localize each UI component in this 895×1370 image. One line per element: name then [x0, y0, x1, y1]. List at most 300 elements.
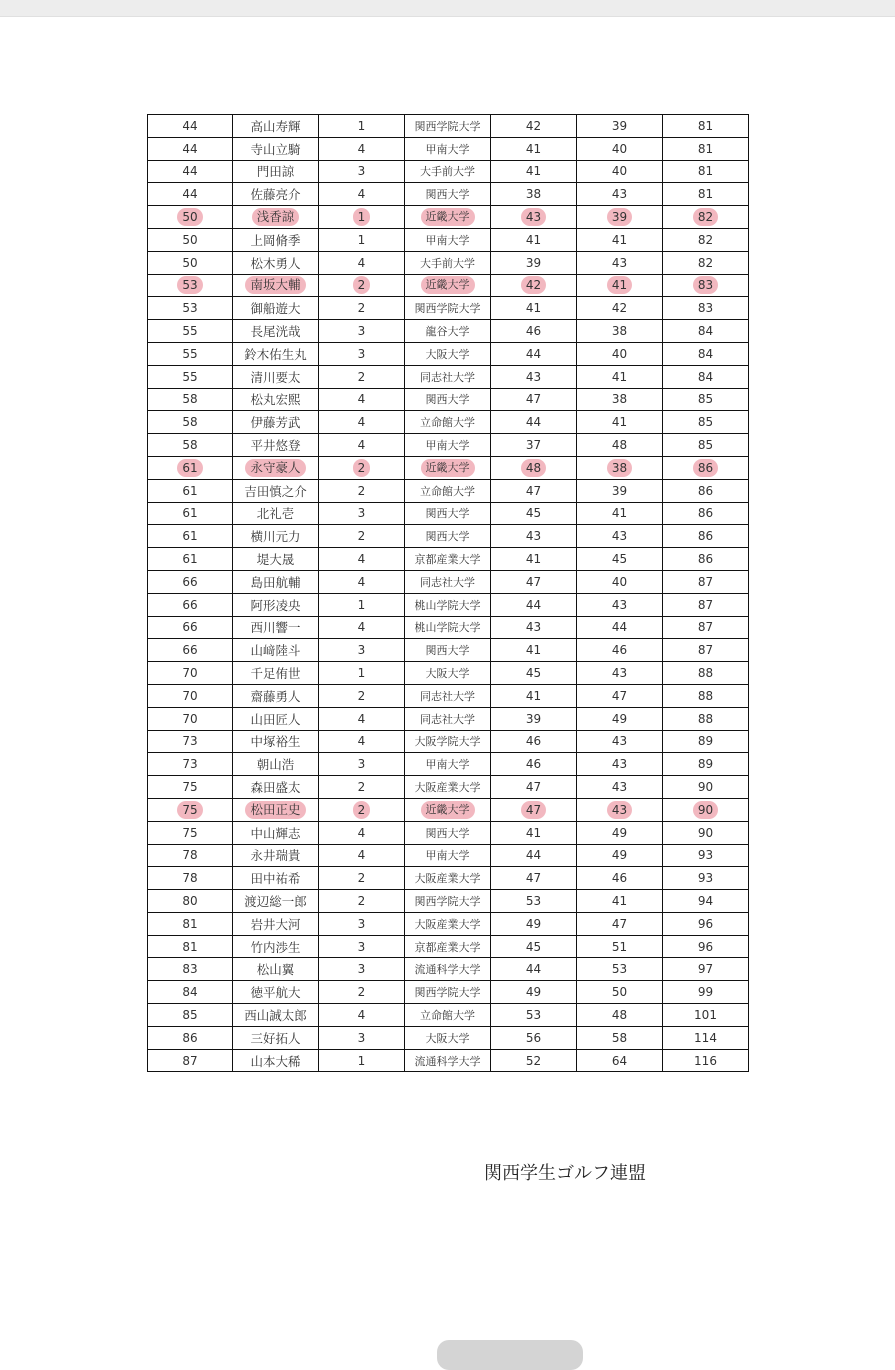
in-score-cell: 43	[577, 525, 663, 548]
school-cell: 立命館大学	[405, 1004, 491, 1027]
rank-cell: 78	[148, 867, 233, 890]
rank-cell: 50	[148, 228, 233, 251]
grade-cell: 4	[319, 548, 405, 571]
grade-cell: 4	[319, 434, 405, 457]
table-row	[148, 502, 749, 525]
highlight-marker: 75	[177, 801, 202, 819]
table-row	[148, 228, 749, 251]
grade-cell: 3	[319, 320, 405, 343]
highlight-marker: 48	[521, 459, 546, 477]
grade-cell: 4	[319, 570, 405, 593]
school-cell: 同志社大学	[405, 570, 491, 593]
grade-cell: 3	[319, 958, 405, 981]
table-row	[148, 320, 749, 343]
grade-cell: 2	[319, 867, 405, 890]
in-score-cell: 38	[577, 388, 663, 411]
school-cell: 関西大学	[405, 821, 491, 844]
highlight-marker: 近畿大学	[421, 459, 475, 477]
player-name-cell: 渡辺総一郎	[233, 890, 319, 913]
rank-cell: 58	[148, 388, 233, 411]
rank-cell: 66	[148, 616, 233, 639]
total-score-cell: 90	[663, 821, 749, 844]
school-cell: 関西大学	[405, 639, 491, 662]
school-cell: 龍谷大学	[405, 320, 491, 343]
table-row	[148, 411, 749, 434]
rank-cell: 44	[148, 137, 233, 160]
in-score-cell: 40	[577, 137, 663, 160]
in-score-cell: 58	[577, 1026, 663, 1049]
player-name-cell	[233, 456, 319, 479]
in-score-cell: 42	[577, 297, 663, 320]
out-score-cell: 47	[491, 867, 577, 890]
in-score-cell: 40	[577, 342, 663, 365]
rank-cell: 84	[148, 981, 233, 1004]
player-name-cell: 門田諒	[233, 160, 319, 183]
player-name-cell: 岩井大河	[233, 912, 319, 935]
in-score-cell: 46	[577, 867, 663, 890]
grade-cell: 2	[319, 479, 405, 502]
total-score-cell: 86	[663, 502, 749, 525]
player-name-cell: 横川元力	[233, 525, 319, 548]
grade-cell	[319, 274, 405, 297]
total-score-cell: 89	[663, 730, 749, 753]
out-score-cell: 44	[491, 342, 577, 365]
school-cell: 関西大学	[405, 502, 491, 525]
rank-cell: 75	[148, 821, 233, 844]
player-name-cell: 三好拓人	[233, 1026, 319, 1049]
table-row	[148, 342, 749, 365]
rank-cell: 85	[148, 1004, 233, 1027]
table-row	[148, 160, 749, 183]
highlight-marker: 永守豪人	[245, 459, 305, 477]
rank-cell	[148, 206, 233, 229]
highlight-marker: 1	[353, 208, 371, 226]
table-row	[148, 912, 749, 935]
table-row	[148, 639, 749, 662]
out-score-cell: 47	[491, 570, 577, 593]
grade-cell: 4	[319, 821, 405, 844]
player-name-cell: 佐藤亮介	[233, 183, 319, 206]
in-score-cell: 40	[577, 570, 663, 593]
player-name-cell: 中山輝志	[233, 821, 319, 844]
total-score-cell: 94	[663, 890, 749, 913]
player-name-cell: 高山寿輝	[233, 115, 319, 138]
out-score-cell: 44	[491, 844, 577, 867]
rank-cell: 53	[148, 297, 233, 320]
in-score-cell: 51	[577, 935, 663, 958]
in-score-cell: 43	[577, 753, 663, 776]
in-score-cell: 40	[577, 160, 663, 183]
school-cell: 大阪産業大学	[405, 912, 491, 935]
in-score-cell: 53	[577, 958, 663, 981]
school-cell: 甲南大学	[405, 844, 491, 867]
total-score-cell: 81	[663, 160, 749, 183]
rank-cell: 55	[148, 365, 233, 388]
table-row	[148, 935, 749, 958]
results-table-body	[148, 115, 749, 1072]
grade-cell: 3	[319, 502, 405, 525]
in-score-cell: 41	[577, 365, 663, 388]
out-score-cell: 46	[491, 320, 577, 343]
grade-cell	[319, 206, 405, 229]
player-name-cell: 堤大晟	[233, 548, 319, 571]
table-row-highlighted	[148, 274, 749, 297]
rank-cell: 44	[148, 160, 233, 183]
highlight-marker: 近畿大学	[421, 276, 475, 294]
in-score-cell: 43	[577, 183, 663, 206]
total-score-cell: 81	[663, 115, 749, 138]
rank-cell: 44	[148, 183, 233, 206]
total-score-cell: 85	[663, 388, 749, 411]
school-cell: 立命館大学	[405, 411, 491, 434]
total-score-cell: 99	[663, 981, 749, 1004]
total-score-cell: 83	[663, 297, 749, 320]
table-row-highlighted	[148, 456, 749, 479]
player-name-cell: 西川響一	[233, 616, 319, 639]
grade-cell: 3	[319, 935, 405, 958]
highlight-marker: 47	[521, 801, 546, 819]
total-score-cell: 101	[663, 1004, 749, 1027]
total-score-cell: 81	[663, 137, 749, 160]
school-cell: 大手前大学	[405, 251, 491, 274]
total-score-cell: 86	[663, 479, 749, 502]
school-cell: 関西学院大学	[405, 981, 491, 1004]
total-score-cell: 81	[663, 183, 749, 206]
grade-cell: 2	[319, 776, 405, 799]
total-score-cell: 88	[663, 662, 749, 685]
grade-cell: 4	[319, 730, 405, 753]
highlight-marker: 90	[693, 801, 718, 819]
player-name-cell: 島田航輔	[233, 570, 319, 593]
out-score-cell: 43	[491, 365, 577, 388]
rank-cell: 81	[148, 935, 233, 958]
rank-cell	[148, 274, 233, 297]
grade-cell: 4	[319, 844, 405, 867]
out-score-cell: 41	[491, 297, 577, 320]
total-score-cell: 86	[663, 525, 749, 548]
table-row	[148, 662, 749, 685]
total-score-cell: 93	[663, 844, 749, 867]
table-row	[148, 1026, 749, 1049]
rank-cell	[148, 798, 233, 821]
school-cell: 甲南大学	[405, 137, 491, 160]
out-score-cell: 45	[491, 662, 577, 685]
highlight-marker: 82	[693, 208, 718, 226]
player-name-cell: 中塚裕生	[233, 730, 319, 753]
out-score-cell: 53	[491, 1004, 577, 1027]
grade-cell	[319, 456, 405, 479]
table-row	[148, 251, 749, 274]
total-score-cell	[663, 206, 749, 229]
school-cell: 大手前大学	[405, 160, 491, 183]
total-score-cell: 87	[663, 616, 749, 639]
rank-cell: 83	[148, 958, 233, 981]
out-score-cell: 41	[491, 639, 577, 662]
rank-cell: 75	[148, 776, 233, 799]
player-name-cell: 松木勇人	[233, 251, 319, 274]
grade-cell: 4	[319, 1004, 405, 1027]
grade-cell: 2	[319, 365, 405, 388]
table-row	[148, 137, 749, 160]
school-cell: 甲南大学	[405, 753, 491, 776]
in-score-cell: 43	[577, 593, 663, 616]
school-cell: 大阪産業大学	[405, 867, 491, 890]
grade-cell: 3	[319, 342, 405, 365]
highlight-marker: 61	[177, 459, 202, 477]
out-score-cell: 47	[491, 776, 577, 799]
in-score-cell: 41	[577, 411, 663, 434]
total-score-cell	[663, 798, 749, 821]
out-score-cell: 45	[491, 502, 577, 525]
rank-cell: 55	[148, 342, 233, 365]
player-name-cell: 鈴木佑生丸	[233, 342, 319, 365]
in-score-cell: 41	[577, 502, 663, 525]
player-name-cell	[233, 274, 319, 297]
highlight-marker: 2	[353, 459, 371, 477]
grade-cell: 2	[319, 890, 405, 913]
player-name-cell: 森田盛太	[233, 776, 319, 799]
out-score-cell: 43	[491, 525, 577, 548]
player-name-cell: 伊藤芳武	[233, 411, 319, 434]
player-name-cell: 松丸宏熙	[233, 388, 319, 411]
table-row	[148, 730, 749, 753]
table-row	[148, 958, 749, 981]
school-cell: 大阪産業大学	[405, 776, 491, 799]
grade-cell: 4	[319, 251, 405, 274]
rank-cell: 61	[148, 502, 233, 525]
table-row	[148, 753, 749, 776]
total-score-cell: 82	[663, 228, 749, 251]
out-score-cell: 44	[491, 411, 577, 434]
player-name-cell: 竹内渉生	[233, 935, 319, 958]
highlight-marker: 43	[607, 801, 632, 819]
out-score-cell: 46	[491, 730, 577, 753]
in-score-cell: 43	[577, 776, 663, 799]
school-cell: 流通科学大学	[405, 958, 491, 981]
school-cell	[405, 274, 491, 297]
school-cell: 甲南大学	[405, 228, 491, 251]
school-cell: 同志社大学	[405, 707, 491, 730]
table-row	[148, 570, 749, 593]
rank-cell: 73	[148, 730, 233, 753]
out-score-cell: 56	[491, 1026, 577, 1049]
school-cell: 大阪大学	[405, 342, 491, 365]
rank-cell: 66	[148, 639, 233, 662]
grade-cell: 4	[319, 707, 405, 730]
in-score-cell: 48	[577, 434, 663, 457]
rank-cell: 44	[148, 115, 233, 138]
out-score-cell: 41	[491, 684, 577, 707]
top-toolbar-strip	[0, 0, 895, 17]
table-row	[148, 1049, 749, 1072]
table-row	[148, 776, 749, 799]
school-cell	[405, 456, 491, 479]
player-name-cell	[233, 798, 319, 821]
rank-cell: 81	[148, 912, 233, 935]
total-score-cell: 93	[663, 867, 749, 890]
table-row	[148, 844, 749, 867]
grade-cell: 4	[319, 183, 405, 206]
organization-name: 関西学生ゴルフ連盟	[484, 1163, 646, 1184]
total-score-cell: 90	[663, 776, 749, 799]
out-score-cell: 41	[491, 548, 577, 571]
grade-cell: 1	[319, 115, 405, 138]
out-score-cell: 39	[491, 707, 577, 730]
out-score-cell: 47	[491, 388, 577, 411]
school-cell: 同志社大学	[405, 684, 491, 707]
table-row	[148, 890, 749, 913]
table-row	[148, 479, 749, 502]
table-row	[148, 981, 749, 1004]
total-score-cell: 116	[663, 1049, 749, 1072]
in-score-cell: 46	[577, 639, 663, 662]
highlight-marker: 2	[353, 801, 371, 819]
total-score-cell: 87	[663, 570, 749, 593]
in-score-cell: 49	[577, 844, 663, 867]
total-score-cell: 84	[663, 365, 749, 388]
total-score-cell: 96	[663, 912, 749, 935]
rank-cell: 66	[148, 570, 233, 593]
out-score-cell: 38	[491, 183, 577, 206]
table-row	[148, 867, 749, 890]
school-cell: 関西学院大学	[405, 297, 491, 320]
in-score-cell: 41	[577, 890, 663, 913]
in-score-cell: 49	[577, 707, 663, 730]
rank-cell: 66	[148, 593, 233, 616]
player-name-cell: 吉田慎之介	[233, 479, 319, 502]
school-cell	[405, 206, 491, 229]
highlight-marker: 近畿大学	[421, 801, 475, 819]
player-name-cell: 寺山立騎	[233, 137, 319, 160]
total-score-cell: 85	[663, 434, 749, 457]
player-name-cell: 上岡脩季	[233, 228, 319, 251]
school-cell: 甲南大学	[405, 434, 491, 457]
out-score-cell: 44	[491, 593, 577, 616]
school-cell: 京都産業大学	[405, 935, 491, 958]
school-cell: 大阪大学	[405, 662, 491, 685]
total-score-cell: 86	[663, 548, 749, 571]
out-score-cell	[491, 206, 577, 229]
player-name-cell: 山本大稀	[233, 1049, 319, 1072]
grade-cell: 4	[319, 388, 405, 411]
out-score-cell: 41	[491, 160, 577, 183]
table-row	[148, 707, 749, 730]
out-score-cell	[491, 798, 577, 821]
grade-cell: 3	[319, 1026, 405, 1049]
results-table	[147, 114, 749, 1072]
player-name-cell: 長尾洸哉	[233, 320, 319, 343]
rank-cell: 86	[148, 1026, 233, 1049]
highlight-marker: 浅香諒	[252, 208, 300, 226]
in-score-cell: 41	[577, 228, 663, 251]
table-row	[148, 388, 749, 411]
out-score-cell: 39	[491, 251, 577, 274]
grade-cell: 3	[319, 912, 405, 935]
total-score-cell: 87	[663, 639, 749, 662]
out-score-cell: 41	[491, 821, 577, 844]
rank-cell	[148, 456, 233, 479]
highlight-marker: 43	[521, 208, 546, 226]
school-cell: 大阪学院大学	[405, 730, 491, 753]
school-cell: 大阪大学	[405, 1026, 491, 1049]
grade-cell	[319, 798, 405, 821]
total-score-cell: 84	[663, 320, 749, 343]
rank-cell: 80	[148, 890, 233, 913]
in-score-cell	[577, 206, 663, 229]
total-score-cell: 85	[663, 411, 749, 434]
school-cell: 立命館大学	[405, 479, 491, 502]
out-score-cell: 49	[491, 981, 577, 1004]
table-row	[148, 684, 749, 707]
rank-cell: 70	[148, 662, 233, 685]
highlight-marker: 松田正史	[245, 801, 305, 819]
player-name-cell: 永井瑞貴	[233, 844, 319, 867]
rank-cell: 61	[148, 479, 233, 502]
highlight-marker: 41	[607, 276, 632, 294]
out-score-cell: 44	[491, 958, 577, 981]
grade-cell: 1	[319, 593, 405, 616]
school-cell: 京都産業大学	[405, 548, 491, 571]
highlight-marker: 2	[353, 276, 371, 294]
highlight-marker: 42	[521, 276, 546, 294]
out-score-cell: 47	[491, 479, 577, 502]
rank-cell: 58	[148, 434, 233, 457]
table-row-highlighted	[148, 798, 749, 821]
rank-cell: 70	[148, 707, 233, 730]
page-scroll-handle[interactable]	[437, 1340, 583, 1370]
out-score-cell: 45	[491, 935, 577, 958]
rank-cell: 61	[148, 548, 233, 571]
out-score-cell: 42	[491, 115, 577, 138]
in-score-cell	[577, 456, 663, 479]
player-name-cell: 徳平航大	[233, 981, 319, 1004]
highlight-marker: 南坂大輔	[245, 276, 305, 294]
grade-cell: 4	[319, 616, 405, 639]
player-name-cell: 平井悠登	[233, 434, 319, 457]
in-score-cell	[577, 274, 663, 297]
in-score-cell: 45	[577, 548, 663, 571]
player-name-cell	[233, 206, 319, 229]
total-score-cell: 88	[663, 707, 749, 730]
out-score-cell	[491, 456, 577, 479]
total-score-cell: 84	[663, 342, 749, 365]
school-cell: 桃山学院大学	[405, 593, 491, 616]
grade-cell: 1	[319, 662, 405, 685]
rank-cell: 61	[148, 525, 233, 548]
player-name-cell: 北礼壱	[233, 502, 319, 525]
table-row	[148, 548, 749, 571]
grade-cell: 4	[319, 137, 405, 160]
total-score-cell: 82	[663, 251, 749, 274]
out-score-cell: 52	[491, 1049, 577, 1072]
rank-cell: 87	[148, 1049, 233, 1072]
in-score-cell: 43	[577, 662, 663, 685]
total-score-cell	[663, 274, 749, 297]
grade-cell: 2	[319, 297, 405, 320]
grade-cell: 3	[319, 753, 405, 776]
total-score-cell: 96	[663, 935, 749, 958]
highlight-marker: 38	[607, 459, 632, 477]
table-row	[148, 365, 749, 388]
out-score-cell: 37	[491, 434, 577, 457]
in-score-cell: 47	[577, 684, 663, 707]
grade-cell: 3	[319, 639, 405, 662]
in-score-cell: 43	[577, 251, 663, 274]
out-score-cell: 41	[491, 228, 577, 251]
grade-cell: 1	[319, 1049, 405, 1072]
in-score-cell	[577, 798, 663, 821]
school-cell: 関西大学	[405, 525, 491, 548]
